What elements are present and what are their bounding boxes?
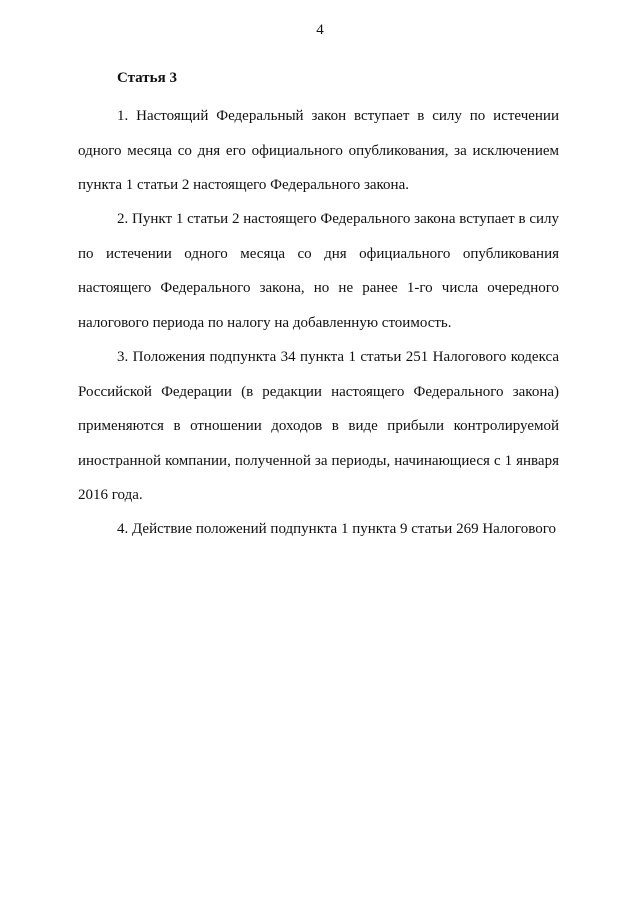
article-paragraph-4: 4. Действие положений подпункта 1 пункта 9 статьи 269 Налогового [117,521,556,537]
article-paragraph-2: 2. Пункт 1 статьи 2 настоящего Федерального закона вступает в силу по истечении одного месяца со дня официального опубликования настоящего Федерального закона, но не ранее 1-го числа очередного налогового периода по налогу на добавленную стоимость. [78,211,559,331]
article-paragraph-3: 3. Положения подпункта 34 пункта 1 статьи 251 Налогового кодекса Российской Федерации (в редакции настоящего Федерального закона) применяются в отношении доходов в виде прибыли контролируемой иностранной компании, полученной за периоды, начинающиеся с 1 января 2016 года. [78,349,559,503]
article-heading: Статья 3 [117,70,177,86]
article-paragraph-1: 1. Настоящий Федеральный закон вступает в силу по истечении одного месяца со дня его официального опубликования, за исключением пункта 1 статьи 2 настоящего Федерального закона. [78,108,559,193]
page-number: 4 [316,22,324,38]
